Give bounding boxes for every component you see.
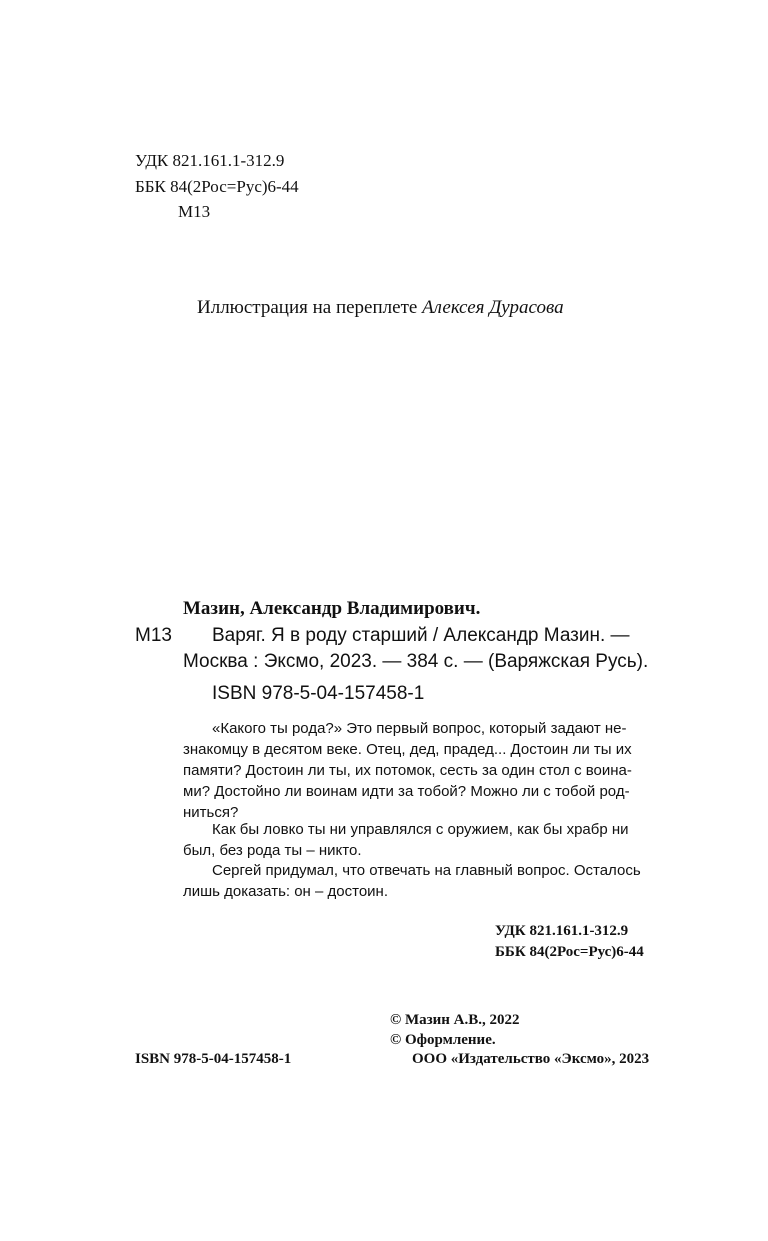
bbk-code-top: ББК 84(2Рос=Рус)6-44 <box>135 177 299 196</box>
publisher-credit: ООО «Издательство «Эксмо», 2023 <box>412 1051 650 1067</box>
annotation-line: памяти? Достоин ли ты, их потомок, сесть за один стол с воина- <box>183 762 632 779</box>
bbk-code-bottom: ББК 84(2Рос=Рус)6-44 <box>495 944 644 960</box>
isbn-record: ISBN 978-5-04-157458-1 <box>212 683 425 704</box>
annotation-line: лишь доказать: он – достоин. <box>183 883 388 900</box>
annotation-line: знакомцу в десятом веке. Отец, дед, прадед... Достоин ли ты их <box>183 741 632 758</box>
copyright-design: © Оформление. <box>390 1032 496 1048</box>
copyright-author: © Мазин А.В., 2022 <box>390 1012 520 1028</box>
annotation-line: Как бы ловко ты ни управлялся с оружием, как бы храбр ни <box>212 821 629 838</box>
annotation-line: ниться? <box>183 804 239 821</box>
imprint-line: Москва : Эксмо, 2023. — 384 с. — (Варяжская Русь). <box>183 651 649 672</box>
author-heading: Мазин, Александр Владимирович. <box>183 598 481 619</box>
illustration-prefix: Иллюстрация на переплете <box>197 297 423 318</box>
author-mark: М13 <box>135 625 172 646</box>
udk-code-bottom: УДК 821.161.1-312.9 <box>495 923 629 939</box>
author-mark-top: М13 <box>178 202 211 221</box>
annotation-line: был, без рода ты – никто. <box>183 842 362 859</box>
annotation-line: «Какого ты рода?» Это первый вопрос, который задают не- <box>212 720 627 737</box>
isbn-footer: ISBN 978-5-04-157458-1 <box>135 1051 292 1067</box>
title-line: Варяг. Я в роду старший / Александр Мазин. — <box>212 625 630 646</box>
udk-code-top: УДК 821.161.1-312.9 <box>135 151 285 170</box>
illustration-artist: Алексея Дурасова <box>422 297 564 318</box>
illustration-credit <box>197 296 564 320</box>
annotation-line: ми? Достойно ли воинам идти за тобой? Можно ли с тобой род- <box>183 783 630 800</box>
annotation-line: Сергей придумал, что отвечать на главный вопрос. Осталось <box>212 862 641 879</box>
